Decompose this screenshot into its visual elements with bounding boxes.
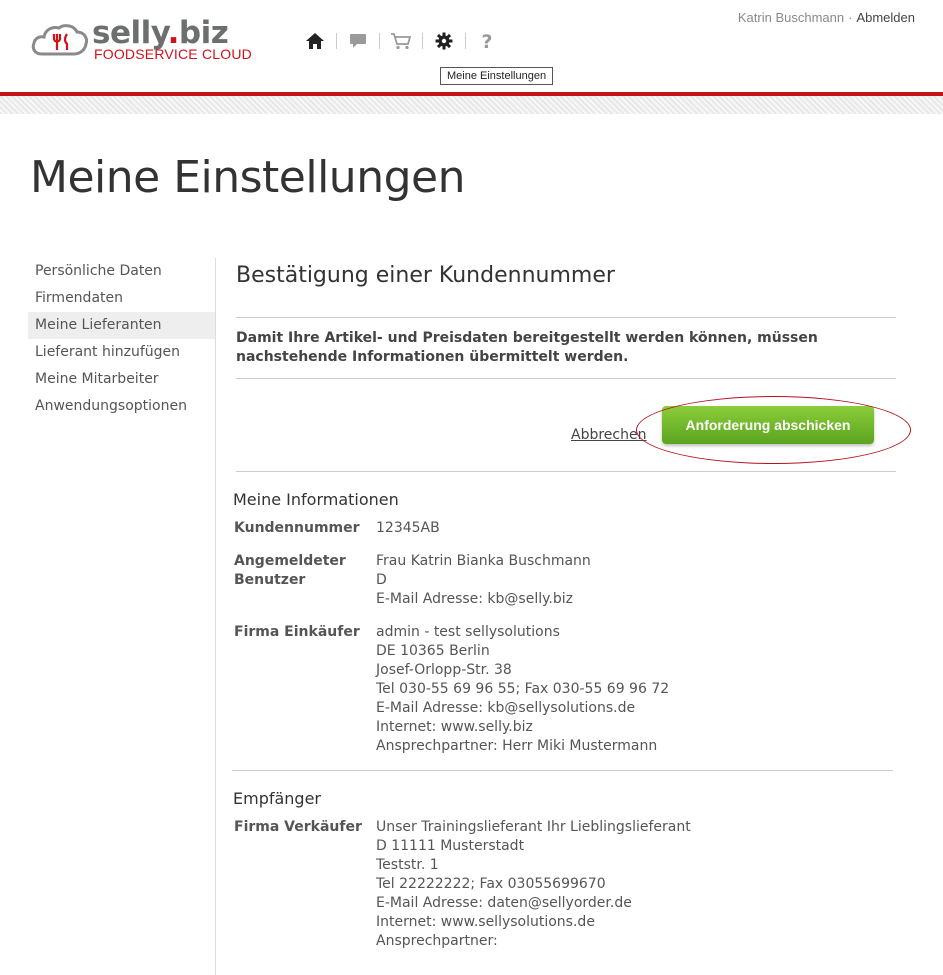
svg-text:?: ? [481,31,493,51]
info-row-buyer-company [236,623,896,756]
nav-separator [379,33,380,49]
sidebar-item-my-suppliers[interactable]: Meine Lieferanten [28,312,215,339]
info-row-logged-in-user [236,552,896,609]
info-label: Firma Einkäufer [234,624,360,640]
nav-separator [422,33,423,49]
info-line: Josef-Orlopp-Str. 38 [376,662,512,678]
my-info-title: Meine Informationen [233,490,399,509]
info-line: Frau Katrin Bianka Buschmann [376,553,591,569]
page-title: Meine Einstellungen [30,152,465,203]
sidebar-item-company-data[interactable]: Firmendaten [35,290,123,306]
nav-separator [336,33,337,49]
info-line: D 11111 Musterstadt [376,838,525,854]
user-menu [738,10,915,25]
settings-sidebar [28,258,216,975]
cart-icon[interactable] [386,29,416,53]
info-label: Angemeldeter Benutzer [234,553,346,588]
info-line: Internet: www.selly.biz [376,719,533,735]
gear-icon[interactable] [429,29,459,53]
info-line: Ansprechpartner: Herr Miki Mustermann [376,738,658,754]
form-actions [236,379,896,471]
cloud-logo-icon [30,22,90,58]
submit-request-button[interactable]: Anforderung abschicken [662,406,874,444]
info-line: Tel 030-55 69 96 55; Fax 030-55 69 96 72 [376,681,670,697]
divider [232,770,893,771]
question-icon[interactable] [472,29,502,53]
info-line: E-Mail Adresse: kb@sellysolutions.de [376,700,636,716]
divider [236,471,896,472]
info-label: Firma Verkäufer [234,819,362,835]
info-line: Ansprechpartner: [376,933,498,949]
recipient-title: Empfänger [233,789,322,808]
info-row-customer-number [236,519,896,538]
info-label: Kundennummer [234,520,360,536]
nav-separator [465,33,466,49]
sidebar-item-my-employees[interactable]: Meine Mitarbeiter [35,371,159,387]
info-value [376,552,591,609]
header [0,0,943,92]
info-line: E-Mail Adresse: daten@sellyorder.de [376,895,632,911]
user-name[interactable]: Katrin Buschmann [737,10,845,25]
notice-text: Damit Ihre Artikel- und Preisdaten bereitgestellt werden können, müssen nachstehende Informationen übermittelt werden. [236,330,818,365]
info-line: Tel 22222222; Fax 03055699670 [376,876,606,892]
info-line: E-Mail Adresse: kb@selly.biz [376,591,573,607]
info-line: D [376,572,387,588]
info-line: Internet: www.sellysolutions.de [376,914,595,930]
logout-link[interactable]: Abmelden [856,10,915,25]
info-line: Teststr. 1 [376,857,439,873]
info-value [376,818,691,951]
sidebar-item-app-options[interactable]: Anwendungsoptionen [35,398,187,414]
info-value [376,519,440,538]
cancel-link[interactable]: Abbrechen [571,427,647,443]
home-icon[interactable] [300,29,330,53]
selly-logo[interactable] [30,14,260,70]
chat-icon[interactable] [343,29,373,53]
info-line: admin - test sellysolutions [376,624,560,640]
user-menu-separator: · [848,10,853,25]
settings-tooltip: Meine Einstellungen [440,67,553,85]
sidebar-item-personal-data[interactable]: Persönliche Daten [35,263,162,279]
info-line: 12345AB [376,520,440,536]
sidebar-item-add-supplier[interactable]: Lieferant hinzufügen [35,344,181,360]
info-line: DE 10365 Berlin [376,643,490,659]
brand-tagline: FOODSERVICE CLOUD [94,46,252,62]
header-hatch-band [0,96,943,114]
info-value [376,623,669,756]
top-navigation [300,28,502,54]
section-title: Bestätigung einer Kundennummer [236,263,615,288]
main-content [233,258,896,965]
info-row-seller-company [236,818,896,951]
info-line: Unser Trainingslieferant Ihr Lieblingslieferant [376,819,691,835]
brand-name: selly.biz [92,15,229,51]
